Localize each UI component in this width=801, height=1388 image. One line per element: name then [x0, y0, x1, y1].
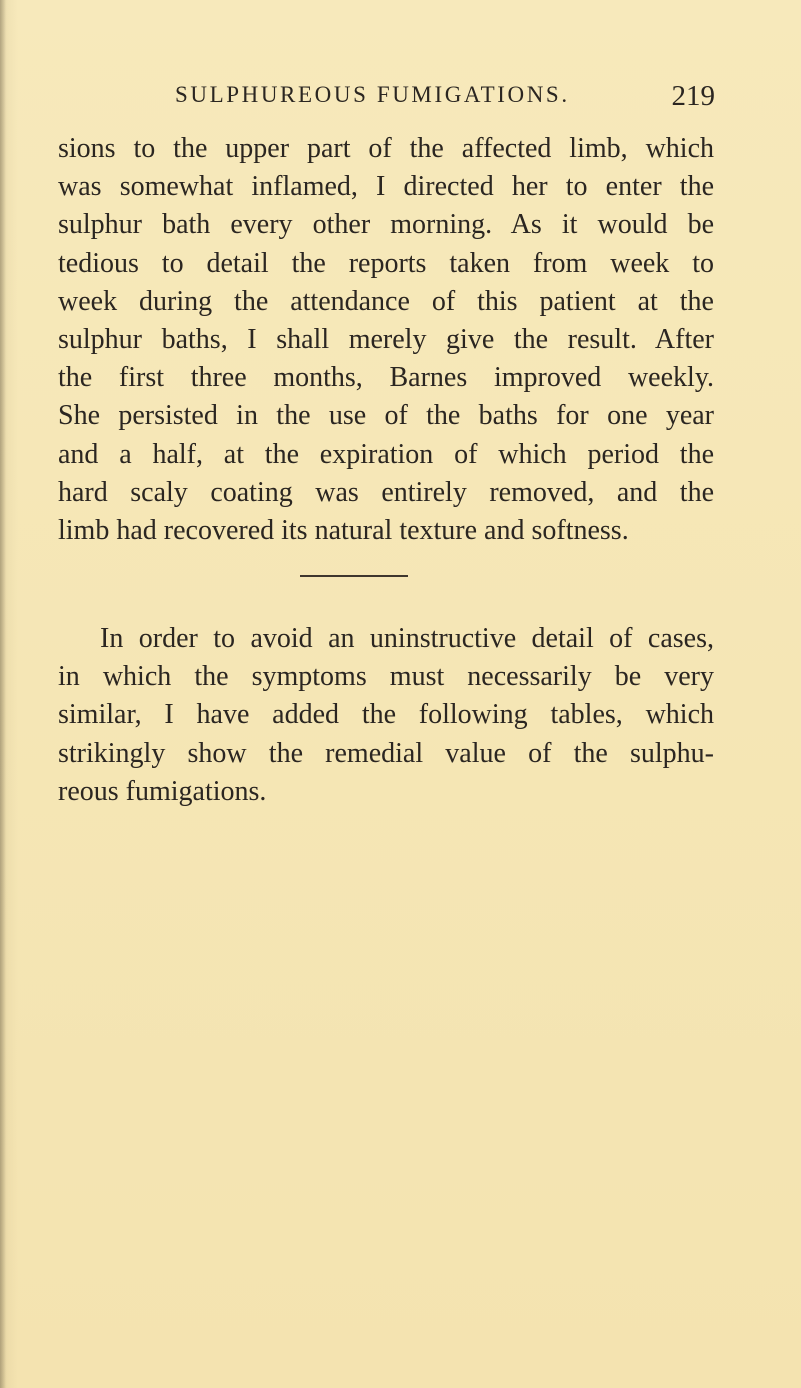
running-title: SULPHUREOUS FUMIGATIONS.	[175, 82, 570, 107]
text-line: sions to the upper part of the affected limb, which	[58, 133, 714, 164]
running-header	[175, 82, 715, 118]
text-line: sulphur bath every other morning. As it would be	[58, 209, 714, 241]
page-number: 219	[671, 80, 715, 112]
text-line: tedious to detail the reports taken from week to	[58, 247, 714, 279]
text-line: She persisted in the use of the baths for one year	[58, 400, 714, 432]
text-line: and a half, at the expiration of which period the	[58, 438, 714, 470]
text-line: was somewhat inflamed, I directed her to enter the	[58, 171, 714, 203]
text-line: In order to avoid an uninstructive detail of cases,	[100, 623, 714, 654]
text-line: the first three months, Barnes improved weekly.	[58, 362, 714, 394]
page-edge-shadow	[0, 0, 6, 1388]
section-divider	[300, 575, 408, 577]
text-line: reous fumigations.	[58, 775, 267, 807]
text-line: similar, I have added the following tables, which	[58, 699, 714, 731]
text-line: strikingly show the remedial value of the sulphu-	[58, 737, 714, 769]
text-line: hard scaly coating was entirely removed, and the	[58, 476, 714, 508]
paragraph-1	[58, 130, 714, 550]
text-line: in which the symptoms must necessarily be very	[58, 661, 714, 693]
text-line: week during the attendance of this patient at the	[58, 285, 714, 317]
paragraph-2	[58, 620, 714, 811]
text-line: sulphur baths, I shall merely give the result. After	[58, 323, 714, 355]
text-line: limb had recovered its natural texture and softness.	[58, 514, 629, 546]
